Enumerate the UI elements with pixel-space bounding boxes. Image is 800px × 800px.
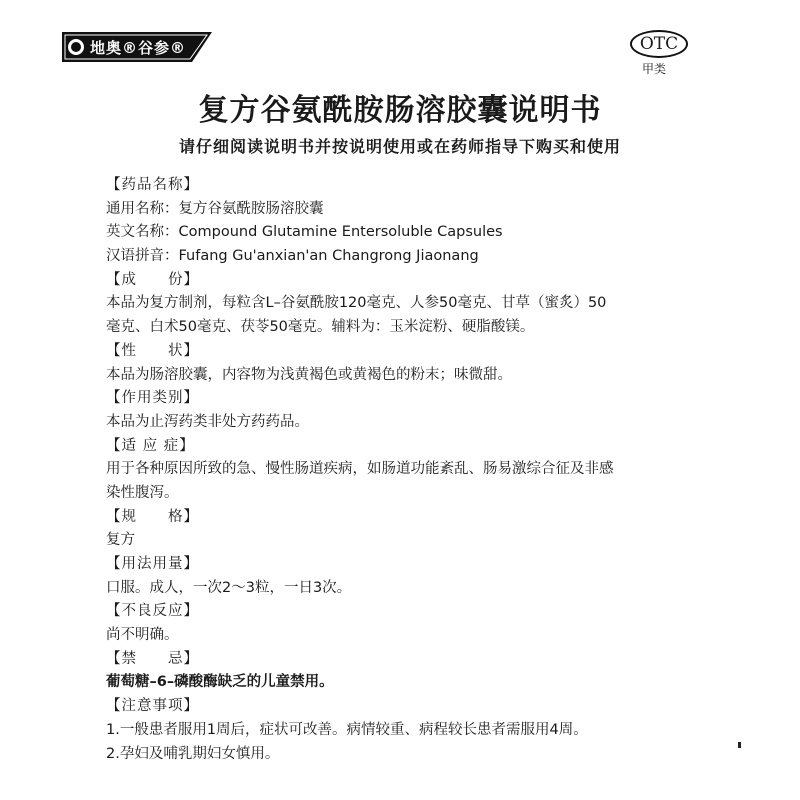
body-line: 通用名称：复方谷氨酰胺肠溶胶囊	[106, 200, 324, 217]
body-line: 本品为复方制剂，每粒含L–谷氨酰胺120毫克、人参50毫克、甘草（蜜炙）50	[106, 295, 607, 312]
body-line: 2.孕妇及哺乳期妇女慎用。	[106, 745, 280, 762]
body-line: 染性腹泻。	[106, 484, 179, 501]
body-line: 葡萄糖–6–磷酸酶缺乏的儿童禁用。	[106, 674, 334, 691]
body-line: 本品为止泻药类非处方药药品。	[106, 413, 309, 430]
page-subtitle: 请仔细阅读说明书并按说明使用或在药师指导下购买和使用	[178, 137, 621, 156]
body-line: 毫克、白术50毫克、茯苓50毫克。辅料为：玉米淀粉、硬脂酸镁。	[106, 319, 535, 336]
otc-category: 甲类	[642, 62, 667, 76]
page-title: 复方谷氨酰胺肠溶胶囊说明书	[198, 93, 602, 128]
body-line: 英文名称：Compound Glutamine Entersoluble Capsules	[106, 224, 503, 241]
section-heading: 【作用类别】	[106, 390, 199, 407]
brand-name: 地奥®谷参®	[90, 39, 187, 57]
section-heading: 【不良反应】	[106, 603, 199, 620]
body-line: 用于各种原因所致的急、慢性肠道疾病，如肠道功能紊乱、肠易激综合征及非感	[106, 461, 614, 478]
body-line: 1.一般患者服用1周后，症状可改善。病情较重、病程较长患者需服用4周。	[106, 721, 588, 738]
section-heading: 【规 格】	[106, 508, 199, 525]
section-heading: 【性 状】	[106, 342, 199, 359]
body-line: 口服。成人，一次2～3粒，一日3次。	[106, 579, 352, 596]
section-heading: 【成 份】	[106, 271, 199, 288]
brand-logo	[62, 32, 212, 62]
section-heading: 【药品名称】	[106, 177, 199, 193]
leaflet-body	[106, 174, 706, 766]
scan-mark	[738, 742, 741, 748]
body-line: 本品为肠溶胶囊，内容物为浅黄褐色或黄褐色的粉末；味微甜。	[106, 366, 512, 383]
body-line: 汉语拼音：Fufang Gu'anxian'an Changrong Jiaonang	[106, 248, 479, 265]
otc-badge	[630, 30, 688, 58]
section-heading: 【适 应 症】	[106, 437, 195, 454]
section-heading: 【用法用量】	[106, 556, 199, 572]
body-line: 复方	[106, 532, 135, 549]
otc-label: OTC	[639, 34, 679, 54]
body-line: 尚不明确。	[106, 627, 179, 644]
section-heading: 【注意事项】	[106, 698, 199, 715]
section-heading: 【禁 忌】	[106, 650, 199, 667]
